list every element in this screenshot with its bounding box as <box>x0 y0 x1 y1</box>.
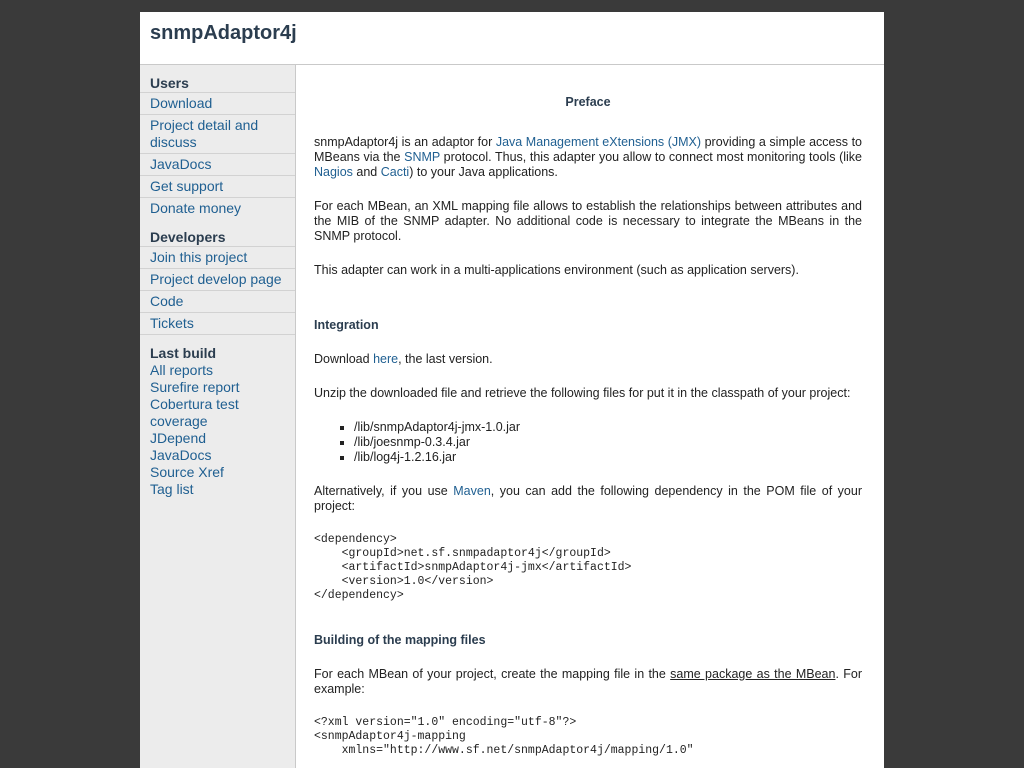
list-item: ▪ /lib/joesnmp-0.3.4.jar <box>354 435 862 450</box>
cacti-link[interactable]: Cacti <box>380 165 410 179</box>
building-heading: Building of the mapping files <box>314 633 486 647</box>
sidebar-item <box>140 290 295 312</box>
text: and <box>352 165 381 179</box>
sidebar-link-join[interactable]: Join this project <box>150 249 248 265</box>
sidebar-link-get-support[interactable]: Get support <box>150 178 224 194</box>
sidebar-link-code[interactable]: Code <box>150 293 184 309</box>
sidebar-link-javadocs[interactable]: JavaDocs <box>150 156 212 172</box>
download-paragraph <box>314 352 862 367</box>
sidebar-link-all-reports[interactable]: All reports <box>150 362 214 378</box>
mapping-paragraph: For each MBean, an XML mapping file allows to establish the relationships between attributes and the MIB of the SNMP adapter. No additional code is necessary to integrate the MBeans in the SNMP protocol. <box>314 199 862 243</box>
sidebar-link-donate[interactable]: Donate money <box>150 200 242 216</box>
sidebar-heading-last-build: Last build <box>150 345 217 361</box>
sidebar-heading-users: Users <box>150 75 189 91</box>
sidebar-item <box>140 246 295 268</box>
sidebar-item <box>150 481 285 498</box>
sidebar <box>140 65 296 768</box>
sidebar-link-cobertura[interactable]: Cobertura test coverage <box>150 396 239 429</box>
text: For each MBean of your project, create the mapping file in the <box>314 667 671 681</box>
sidebar-item <box>140 114 295 153</box>
integration-heading: Integration <box>314 318 379 332</box>
nagios-link[interactable]: Nagios <box>314 165 353 179</box>
text: Download <box>314 352 374 366</box>
multi-app-paragraph: This adapter can work in a multi-applications environment (such as application servers). <box>314 263 799 277</box>
sidebar-link-build-javadocs[interactable]: JavaDocs <box>150 447 212 463</box>
text: , the last version. <box>398 352 493 366</box>
list-item: ▪ /lib/snmpAdaptor4j-jmx-1.0.jar <box>354 420 862 435</box>
sidebar-item <box>150 430 285 447</box>
sidebar-item <box>140 197 295 219</box>
text: . For example: <box>314 667 862 696</box>
maven-link[interactable]: Maven <box>453 484 491 498</box>
sidebar-link-source-xref[interactable]: Source Xref <box>150 464 224 480</box>
site-title[interactable]: snmpAdaptor4j <box>150 22 297 44</box>
unzip-paragraph: Unzip the downloaded file and retrieve the following files for put it in the classpath of your project: <box>314 386 851 400</box>
text: snmpAdaptor4j is an adaptor for <box>314 135 496 149</box>
sidebar-heading-developers: Developers <box>150 229 226 245</box>
main-content <box>314 65 862 758</box>
sidebar-item <box>140 268 295 290</box>
page <box>140 12 884 768</box>
dependency-code-block: <dependency> <groupId>net.sf.snmpadaptor4j</groupId> <artifactId>snmpAdaptor4j-jmx</artifactId> <version>1.0</version> </dependency> <box>314 533 632 602</box>
sidebar-link-surefire[interactable]: Surefire report <box>150 379 240 395</box>
snmp-link[interactable]: SNMP <box>404 150 440 164</box>
sidebar-last-build-list <box>140 362 295 498</box>
text: providing a simple access to MBeans via the <box>314 135 862 164</box>
list-item: ▪ /lib/log4j-1.2.16.jar <box>354 450 862 465</box>
sidebar-item <box>140 92 295 114</box>
sidebar-developers-list <box>140 246 295 334</box>
jar-list <box>314 420 862 465</box>
download-here-link[interactable]: here <box>373 352 399 366</box>
sidebar-item <box>140 153 295 175</box>
sidebar-users-list <box>140 92 295 219</box>
intro-paragraph <box>314 135 862 180</box>
sidebar-item <box>150 464 285 481</box>
sidebar-item <box>140 175 295 197</box>
text: , you can add the following dependency in the POM file of your project: <box>314 484 862 513</box>
sidebar-link-jdepend[interactable]: JDepend <box>150 430 207 446</box>
sidebar-item <box>140 312 295 334</box>
text: ) to your Java applications. <box>409 165 558 179</box>
maven-paragraph <box>314 484 862 514</box>
sidebar-item <box>150 447 285 464</box>
jmx-link[interactable]: Java Management eXtensions (JMX) <box>495 135 702 149</box>
same-package-text: same package as the MBean <box>670 667 836 681</box>
mapping-file-paragraph <box>314 667 862 697</box>
sidebar-link-tag-list[interactable]: Tag list <box>150 481 194 497</box>
preface-heading: Preface <box>565 95 611 109</box>
sidebar-link-download[interactable]: Download <box>150 95 213 111</box>
sidebar-item <box>150 396 285 430</box>
xml-code-block: <?xml version="1.0" encoding="utf-8"?> <snmpAdaptor4j-mapping xmlns="http://www.sf.net/snmpAdaptor4j/mapping/1.0" <box>314 716 694 757</box>
text: protocol. Thus, this adapter you allow to connect most monitoring tools (like <box>440 150 862 164</box>
sidebar-link-project-detail[interactable]: Project detail and discuss <box>150 117 259 150</box>
text: Alternatively, if you use <box>314 484 454 498</box>
header <box>140 12 884 65</box>
sidebar-item <box>150 362 285 379</box>
sidebar-link-develop-page[interactable]: Project develop page <box>150 271 282 287</box>
sidebar-link-tickets[interactable]: Tickets <box>150 315 194 331</box>
sidebar-item <box>150 379 285 396</box>
